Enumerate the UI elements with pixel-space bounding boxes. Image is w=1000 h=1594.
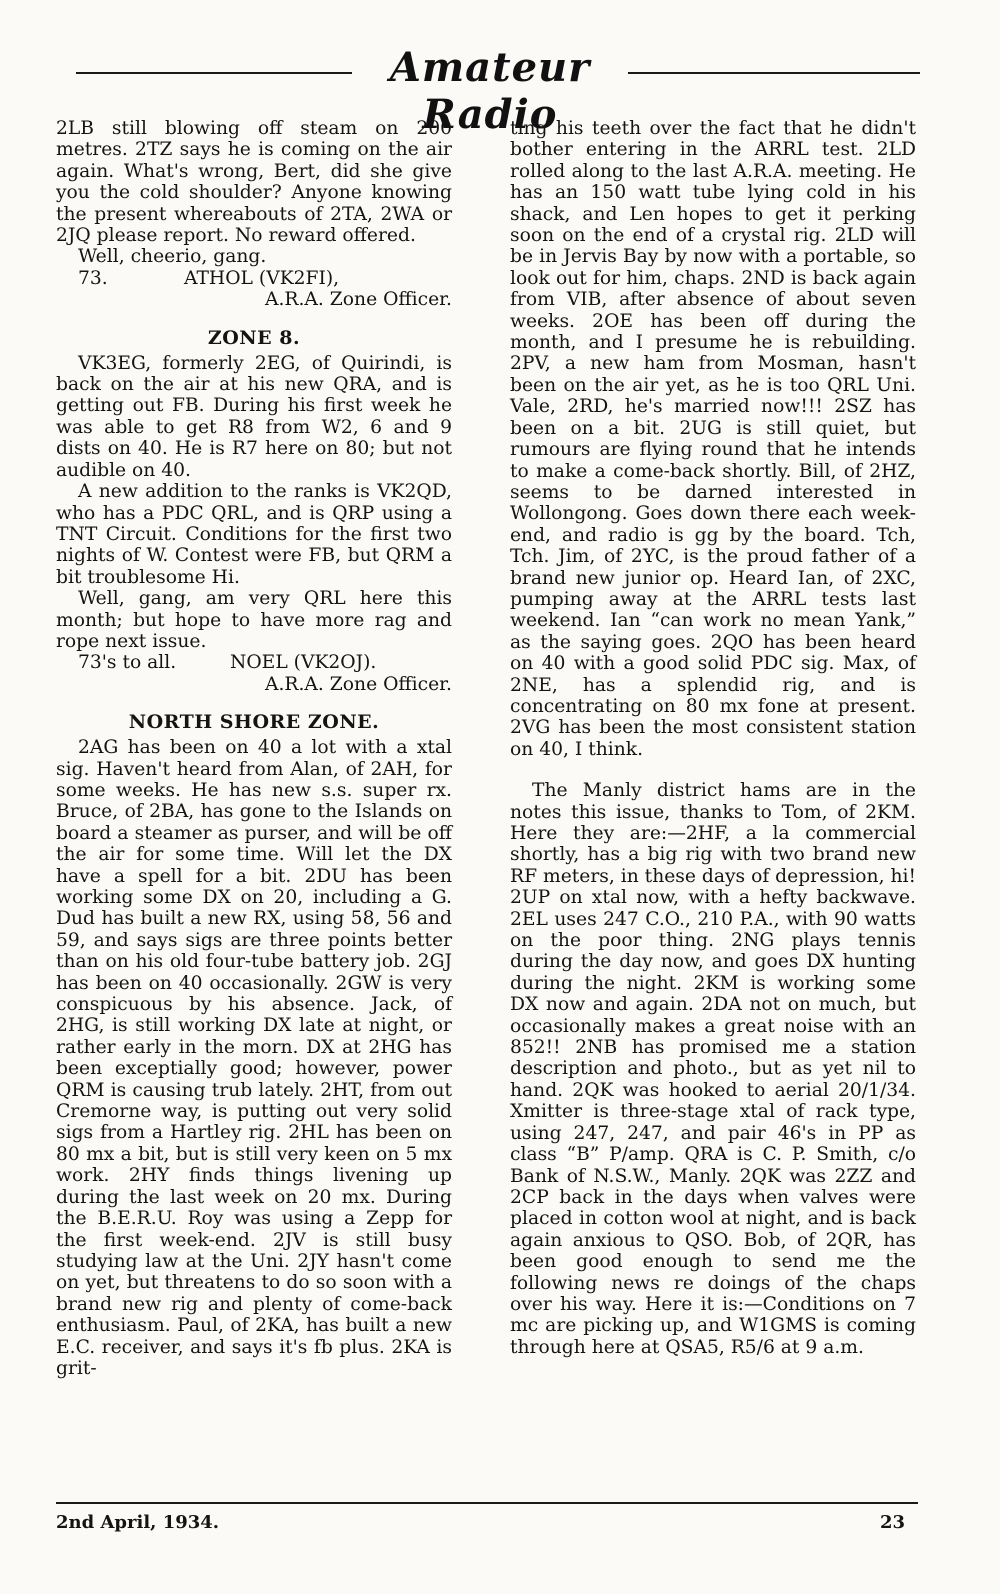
- signature-closing: 73's to all.: [78, 652, 177, 674]
- signature-name: NOEL (VK2OJ).: [230, 652, 377, 674]
- paragraph: VK3EG, formerly 2EG, of Quirindi, is back on the air at his new QRA, and is getting out FB. During his first week he was able to get R8 from W2, 6 and 9 dists on 40. He is R7 here on 80; but not audible on 40.: [56, 352, 452, 481]
- masthead: [68, 42, 930, 138]
- masthead-title: Amateur Radio: [389, 44, 591, 138]
- paragraph: The Manly district hams are in the notes this issue, thanks to Tom, of 2KM. Here they are:—2HF, a la commercial shortly, has a big rig with two brand new RF meters, in these days of depression, hi! 2UP on xtal now, with a hefty backwave. 2EL uses 247 C.O., 210 P.A., with 90 watts on the poor thing. 2NG plays tennis during the day now, and goes DX hunting during the night. 2KM is working some DX now and again. 2DA not on much, but occasionally makes a great noise with an 852!! 2NB has promised me a station description and photo., but as yet nil to hand. 2QK was hooked to aerial 20/1/34. Xmitter is three-stage xtal of rack type, using 247, 247, and pair 46's in PP as class “B” P/amp. QRA is C. P. Smith, c/o Bank of N.S.W., Manly. 2QK was 2ZZ and 2CP back in the days when valves were placed in cotton wool at night, and is back again anxious to QSO. Bob, of 2QR, has been good enough to send me the following news re doings of the chaps over his way. Here it is:—Conditions on 7 mc are picking up, and W1GMS is coming through here at QSA5, R5/6 at 9 a.m.: [510, 780, 916, 1358]
- masthead-rule-left: [76, 72, 352, 74]
- paragraph: 2AG has been on 40 a lot with a xtal sig. Haven't heard from Alan, of 2AH, for some weeks. He has new s.s. super rx. Bruce, of 2BA, has gone to the Islands on board a steamer as purser, and will be off the air for some time. Will let the DX have a spell for a bit. 2DU has been working some DX on 20, including a G. Dud has built a new RX, using 58, 56 and 59, and says sigs are three points better than on his old four-tube battery job. 2GJ has been on 40 occasionally. 2GW is very conspicuous by his absence. Jack, of 2HG, is still working DX late at night, or rather early in the morn. DX at 2HG has been exceptially good; however, power QRM is causing trub lately. 2HT, from out Cremorne way, is putting out very solid sigs from a Hartley rig. 2HL has been on 80 mx a bit, but is still very keen on 5 mx work. 2HY finds things livening up during the last week on 20 mx. During the B.E.R.U. Roy was using a Zepp for the first week-end. 2JV is still busy studying law at the Uni. 2JY hasn't come on yet, but threatens to do so soon with a brand new rig and plenty of come-back enthusiasm. Paul, of 2KA, has built a new E.C. receiver, and says it's fb plus. 2KA is grit-: [56, 737, 452, 1379]
- signature-line: [56, 652, 452, 673]
- footer-date: 2nd April, 1934.: [56, 1512, 220, 1533]
- paragraph: ting his teeth over the fact that he didn't bother entering in the ARRL test. 2LD rolled along to the last A.R.A. meeting. He has an 150 watt tube lying cold in his shack, and Len hopes to get it perking soon on the end of a crystal rig. 2LD will be in Jervis Bay by now with a portable, so look out for him, chaps. 2ND is back again from VIB, after absence of about seven weeks. 2OE has been off during the month, and I presume he is rebuilding. 2PV, a new ham from Mosman, hasn't been on the air yet, as he is too QRL Uni. Vale, 2RD, he's married now!!! 2SZ has been on a bit. 2UG is still quiet, but rumours are flying round that he intends to make a come-back shortly. Bill, of 2HZ, seems to be darned interested in Wollongong. Goes down there each week-end, and radio is gg by the board. Tch, Tch. Jim, of 2YC, is the proud father of a brand new junior op. Heard Ian, of 2XC, pumping away at the ARRL tests last weekend. Ian “can work no mean Yank,” as the saying goes. 2QO has been heard on 40 with a good solid PDC sig. Max, of 2NE, has a splendid rig, and is concentrating on 80 mx fone at present. 2VG has been the most consistent station on 40, I think.: [510, 118, 916, 760]
- page-number: 23: [880, 1512, 906, 1533]
- left-column: [56, 118, 452, 1379]
- masthead-rule-right: [628, 72, 920, 74]
- section-heading: ZONE 8.: [207, 326, 301, 349]
- paragraph: A new addition to the ranks is VK2QD, who has a PDC QRL, and is QRP using a TNT Circuit. Conditions for the first two nights of W. Contest were FB, but QRM a bit troublesome Hi.: [56, 481, 452, 588]
- paragraph: 2LB still blowing off steam on 200 metres. 2TZ says he is coming on the air again. What's wrong, Bert, did she give you the cold shoulder? Anyone knowing the present whereabouts of 2TA, 2WA or 2JQ please report. No reward offered.: [56, 118, 452, 247]
- signature-title: A.R.A. Zone Officer.: [264, 289, 452, 311]
- signature-line: [56, 268, 452, 289]
- signature-title: A.R.A. Zone Officer.: [264, 673, 452, 695]
- signature-name: ATHOL (VK2FI),: [184, 267, 340, 289]
- right-column: [510, 118, 916, 1358]
- signature-closing: 73.: [78, 267, 108, 289]
- section-heading: NORTH SHORE ZONE.: [128, 711, 380, 734]
- paragraph: Well, cheerio, gang.: [78, 246, 267, 268]
- footer-rule: [56, 1502, 918, 1504]
- paragraph: Well, gang, am very QRL here this month; but hope to have more rag and rope next issue.: [56, 588, 452, 652]
